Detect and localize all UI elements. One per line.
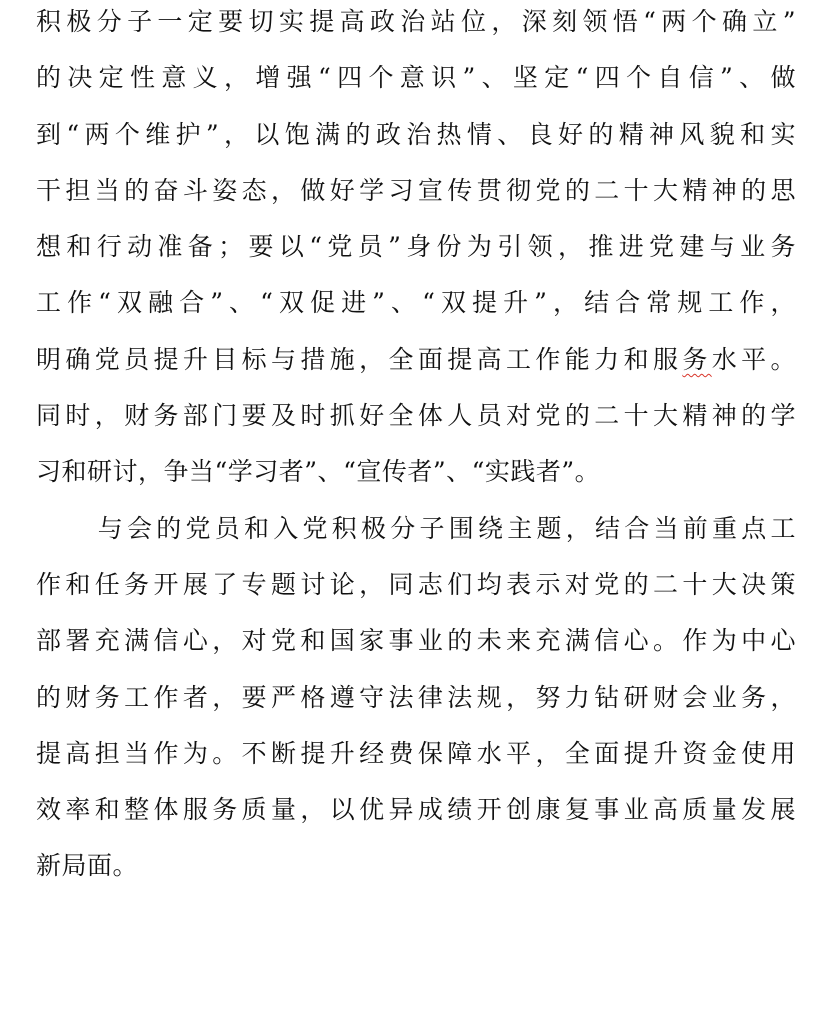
paragraph-1-line-2: 的决定性意义，增强“四个意识”、坚定“四个自信”、做 <box>36 63 796 93</box>
paragraph-2-line-3: 部署充满信心，对党和国家事业的未来充满信心。作为中心 <box>36 626 796 656</box>
paragraph-2-line-4: 的财务工作者，要严格遵守法律法规，努力钻研财会业务， <box>36 682 796 712</box>
paragraph-1-line-9: 习和研讨，争当“学习者”、“宣传者”、“实践者”。 <box>36 457 601 487</box>
spellcheck-marked-word: 务 <box>682 344 712 374</box>
paragraph-1-line-5: 想和行动准备；要以“党员”身份为引领，推进党建与业务 <box>36 232 796 262</box>
paragraph-1-line-4: 干担当的奋斗姿态，做好学习宣传贯彻党的二十大精神的思 <box>36 175 796 205</box>
paragraph-2-line-6: 效率和整体服务质量，以优异成绩开创康复事业高质量发展 <box>36 795 796 825</box>
paragraph-1-line-8: 同时，财务部门要及时抓好全体人员对党的二十大精神的学 <box>36 401 796 431</box>
paragraph-2-line-5: 提高担当作为。不断提升经费保障水平，全面提升资金使用 <box>36 738 796 768</box>
paragraph-2-line-2: 作和任务开展了专题讨论，同志们均表示对党的二十大决策 <box>36 569 796 599</box>
paragraph-1-line-3: 到“两个维护”，以饱满的政治热情、良好的精神风貌和实 <box>36 119 796 149</box>
paragraph-1-line-7 <box>36 332 796 388</box>
paragraph-2-line-7: 新局面。 <box>36 851 139 881</box>
paragraph-1-line-1: 积极分子一定要切实提高政治站位，深刻领悟“两个确立” <box>36 7 796 36</box>
document-body <box>36 0 796 895</box>
paragraph-2-line-1 <box>36 501 796 557</box>
line-7-text-start: 明确党员提升目标与措施，全面提高工作能力和服 <box>36 344 683 374</box>
paragraph-1-line-6: 工作“双融合”、“双促进”、“双提升”，结合常规工作， <box>36 288 796 318</box>
paragraph-2-line-1-text: 与会的党员和入党积极分子围绕主题，结合当前重点工 <box>94 513 796 543</box>
line-7-text-end: 水平。 <box>711 344 796 374</box>
